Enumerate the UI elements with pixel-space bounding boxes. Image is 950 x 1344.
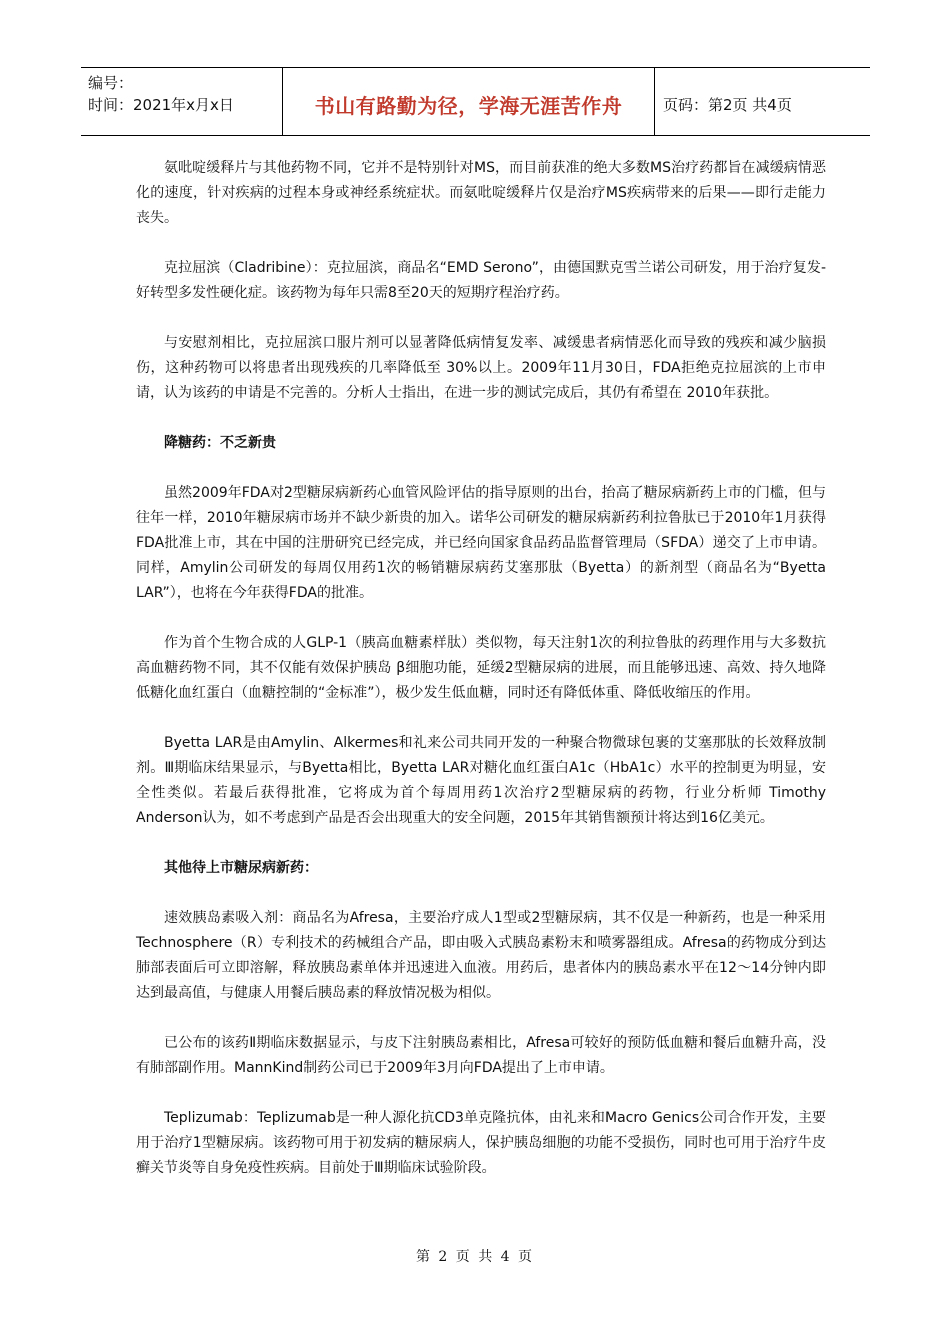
section-heading: 其他待上市糖尿病新药：	[164, 860, 318, 876]
time-label: 时间：2021年x月x日	[88, 96, 234, 114]
paragraph: 克拉屈滨（Cladribine）：克拉屈滨，商品名“EMD Serono”，由德国默克雪兰诺公司研发，用于治疗复发-好转型多发性硬化症。该药物为每年只需8至20天的短期疗程治疗药。	[136, 260, 826, 301]
code-label: 编号：	[88, 74, 134, 92]
paragraph: 作为首个生物合成的人GLP-1（胰高血糖素样肽）类似物，每天注射1次的利拉鲁肽的药理作用与大多数抗高血糖药物不同，其不仅能有效保护胰岛 β细胞功能，延缓2型糖尿病的进展，而且能够迅速、高效、持久地降低糖化血红蛋白（血糖控制的“金标准”），极少发生低血糖，同时还有降低体重、降低收缩压的作用。	[136, 635, 826, 701]
header-meta	[81, 68, 283, 135]
page-header	[81, 67, 870, 136]
document-body	[136, 156, 826, 1206]
paragraph: 已公布的该药Ⅱ期临床数据显示，与皮下注射胰岛素相比，Afresa可较好的预防低血糖和餐后血糖升高，没有肺部副作用。MannKind制药公司已于2009年3月向FDA提出了上市申请。	[136, 1035, 826, 1076]
paragraph: Teplizumab：Teplizumab是一种人源化抗CD3单克隆抗体，由礼来和Macro Genics公司合作开发，主要用于治疗1型糖尿病。该药物可用于初发病的糖尿病人，保护胰岛细胞的功能不受损伤，同时也可用于治疗牛皮癣关节炎等自身免疫性疾病。目前处于Ⅲ期临床试验阶段。	[136, 1110, 826, 1176]
paragraph: 氨吡啶缓释片与其他药物不同，它并不是特别针对MS，而目前获准的绝大多数MS治疗药都旨在减缓病情恶化的速度，针对疾病的过程本身或神经系统症状。而氨吡啶缓释片仅是治疗MS疾病带来的后果——即行走能力丧失。	[136, 160, 826, 226]
header-page-info: 页码：第2页 共4页	[663, 96, 792, 114]
paragraph: 与安慰剂相比，克拉屈滨口服片剂可以显著降低病情复发率、减缓患者病情恶化而导致的残疾和减少脑损伤，这种药物可以将患者出现残疾的几率降低至 30%以上。2009年11月30日，FDA拒绝克拉屈滨的上市申请，认为该药的申请是不完善的。分析人士指出，在进一步的测试完成后，其仍有希望在 2010年获批。	[136, 335, 826, 401]
paragraph: 虽然2009年FDA对2型糖尿病新药心血管风险评估的指导原则的出台，抬高了糖尿病新药上市的门槛，但与往年一样，2010年糖尿病市场并不缺少新贵的加入。诺华公司研发的糖尿病新药利拉鲁肽已于2010年1月获得FDA批准上市，其在中国的注册研究已经完成，并已经向国家食品药品监督管理局（SFDA）递交了上市申请。同样，Amylin公司研发的每周仅用药1次的畅销糖尿病药艾塞那肽（Byetta）的新剂型（商品名为“Byetta LAR”），也将在今年获得FDA的批准。	[136, 485, 826, 601]
paragraph: 速效胰岛素吸入剂：商品名为Afresa，主要治疗成人1型或2型糖尿病，其不仅是一种新药，也是一种采用Technosphere（R）专利技术的药械组合产品，即由吸入式胰岛素粉末和喷雾器组成。Afresa的药物成分到达肺部表面后可立即溶解，释放胰岛素单体并迅速进入血液。用药后，患者体内的胰岛素水平在12～14分钟内即达到最高值，与健康人用餐后胰岛素的释放情况极为相似。	[136, 910, 826, 1001]
header-motto: 书山有路勤为径，学海无涯苦作舟	[283, 68, 655, 135]
page-footer: 第 2 页 共 4 页	[415, 1249, 535, 1265]
section-heading: 降糖药：不乏新贵	[164, 435, 276, 451]
paragraph: Byetta LAR是由Amylin、Alkermes和礼来公司共同开发的一种聚合物微球包裹的艾塞那肽的长效释放制剂。Ⅲ期临床结果显示，与Byetta相比，Byetta LAR对糖化血红蛋白A1c（HbA1c）水平的控制更为明显，安全性类似。若最后获得批准，它将成为首个每周用药1次治疗2型糖尿病的药物，行业分析师 Timothy Anderson认为，如不考虑到产品是否会出现重大的安全问题，2015年其销售额预计将达到16亿美元。	[136, 735, 826, 826]
